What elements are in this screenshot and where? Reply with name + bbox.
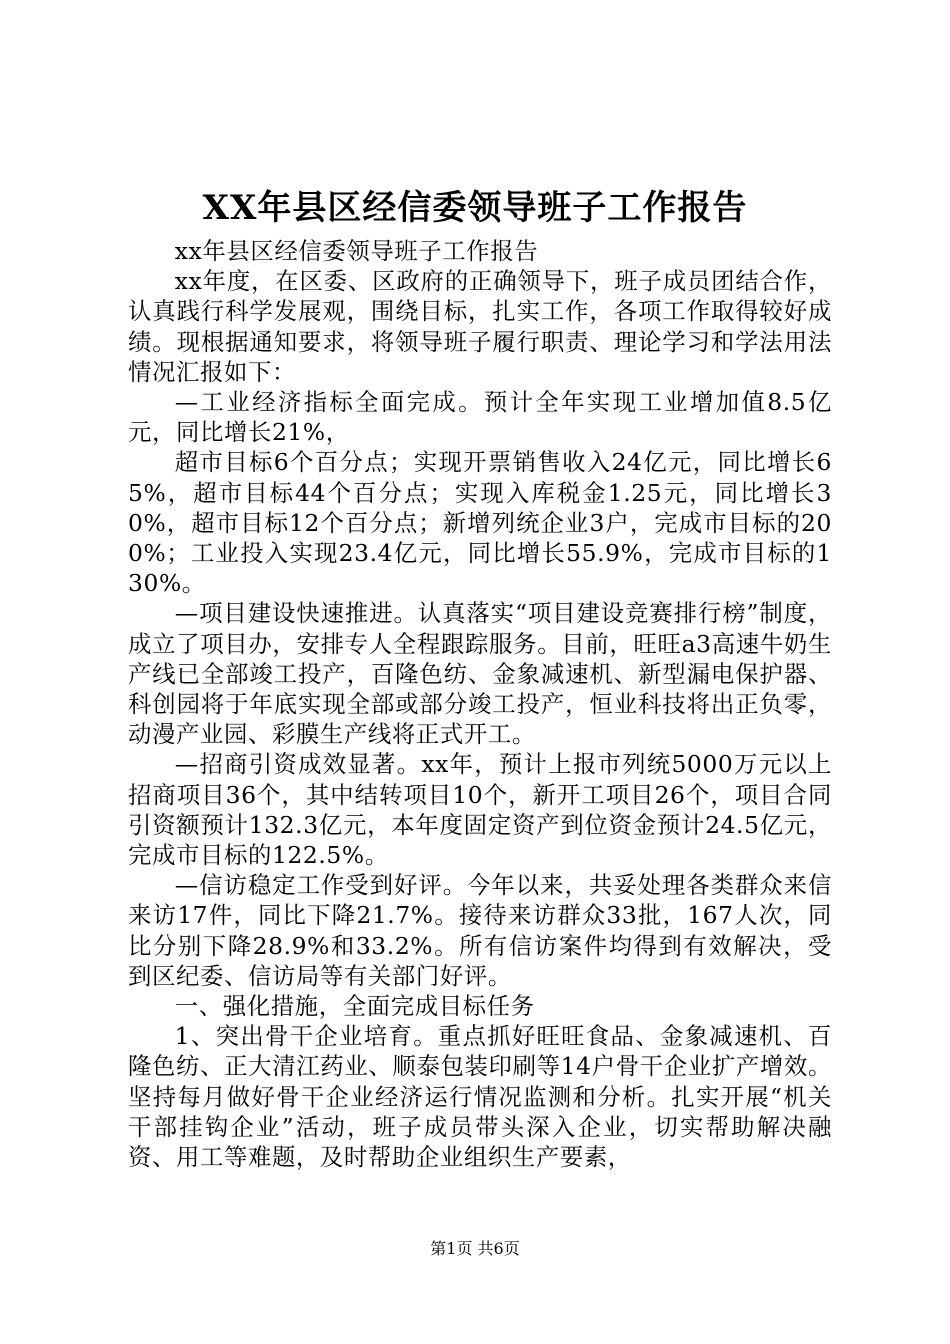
paragraph: 超市目标6个百分点；实现开票销售收入24亿元，同比增长65%，超市目标44个百分点；实现入库税金1.25元，同比增长30%，超市目标12个百分点；新增列统企业3户，完成市目标的200%；工业投入实现23.4亿元，同比增长55.9%，完成市目标的130%。 <box>128 448 832 598</box>
page-number-footer: 第1页 共6页 <box>430 1239 520 1258</box>
paragraph: —招商引资成效显著。xx年，预计上报市列统5000万元以上招商项目36个，其中结转项目10个，新开工项目26个，项目合同引资额预计132.3亿元，本年度固定资产到位资金预计24.5亿元，完成市目标的122.5%。 <box>128 750 832 870</box>
section-heading: 一、强化措施，全面完成目标任务 <box>174 992 535 1021</box>
document-title: XX年县区经信委领导班子工作报告 <box>202 188 748 228</box>
paragraph: —项目建设快速推进。认真落实“项目建设竞赛排行榜”制度，成立了项目办，安排专人全程跟踪服务。目前，旺旺a3高速牛奶生产线已全部竣工投产，百隆色纺、金象减速机、新型漏电保护器、科创园将于年底实现全部或部分竣工投产，恒业科技将出正负零，动漫产业园、彩膜生产线将正式开工。 <box>128 599 832 749</box>
paragraph: —信访稳定工作受到好评。今年以来，共妥处理各类群众来信来访17件，同比下降21.7%。接待来访群众33批，167人次，同比分别下降28.9%和33.2%。所有信访案件均得到有效解决，受到区纪委、信访局等有关部门好评。 <box>128 871 832 990</box>
paragraph: 1、突出骨干企业培育。重点抓好旺旺食品、金象减速机、百隆色纺、正大清江药业、顺泰包装印刷等14户骨干企业扩产增效。坚持每月做好骨干企业经济运行情况监测和分析。扎实开展“机关干部挂钩企业”活动，班子成员带头深入企业，切实帮助解决融资、用工等难题，及时帮助企业组织生产要素， <box>128 1022 832 1172</box>
paragraph: —工业经济指标全面完成。预计全年实现工业增加值8.5亿元，同比增长21%， <box>128 388 832 447</box>
document-body <box>128 236 832 1172</box>
paragraph: xx年度，在区委、区政府的正确领导下，班子成员团结合作，认真践行科学发展观，围绕目标，扎实工作，各项工作取得较好成绩。现根据通知要求，将领导班子履行职责、理论学习和学法用法情况汇报如下： <box>128 267 832 386</box>
paragraph: xx年县区经信委领导班子工作报告 <box>174 237 539 265</box>
